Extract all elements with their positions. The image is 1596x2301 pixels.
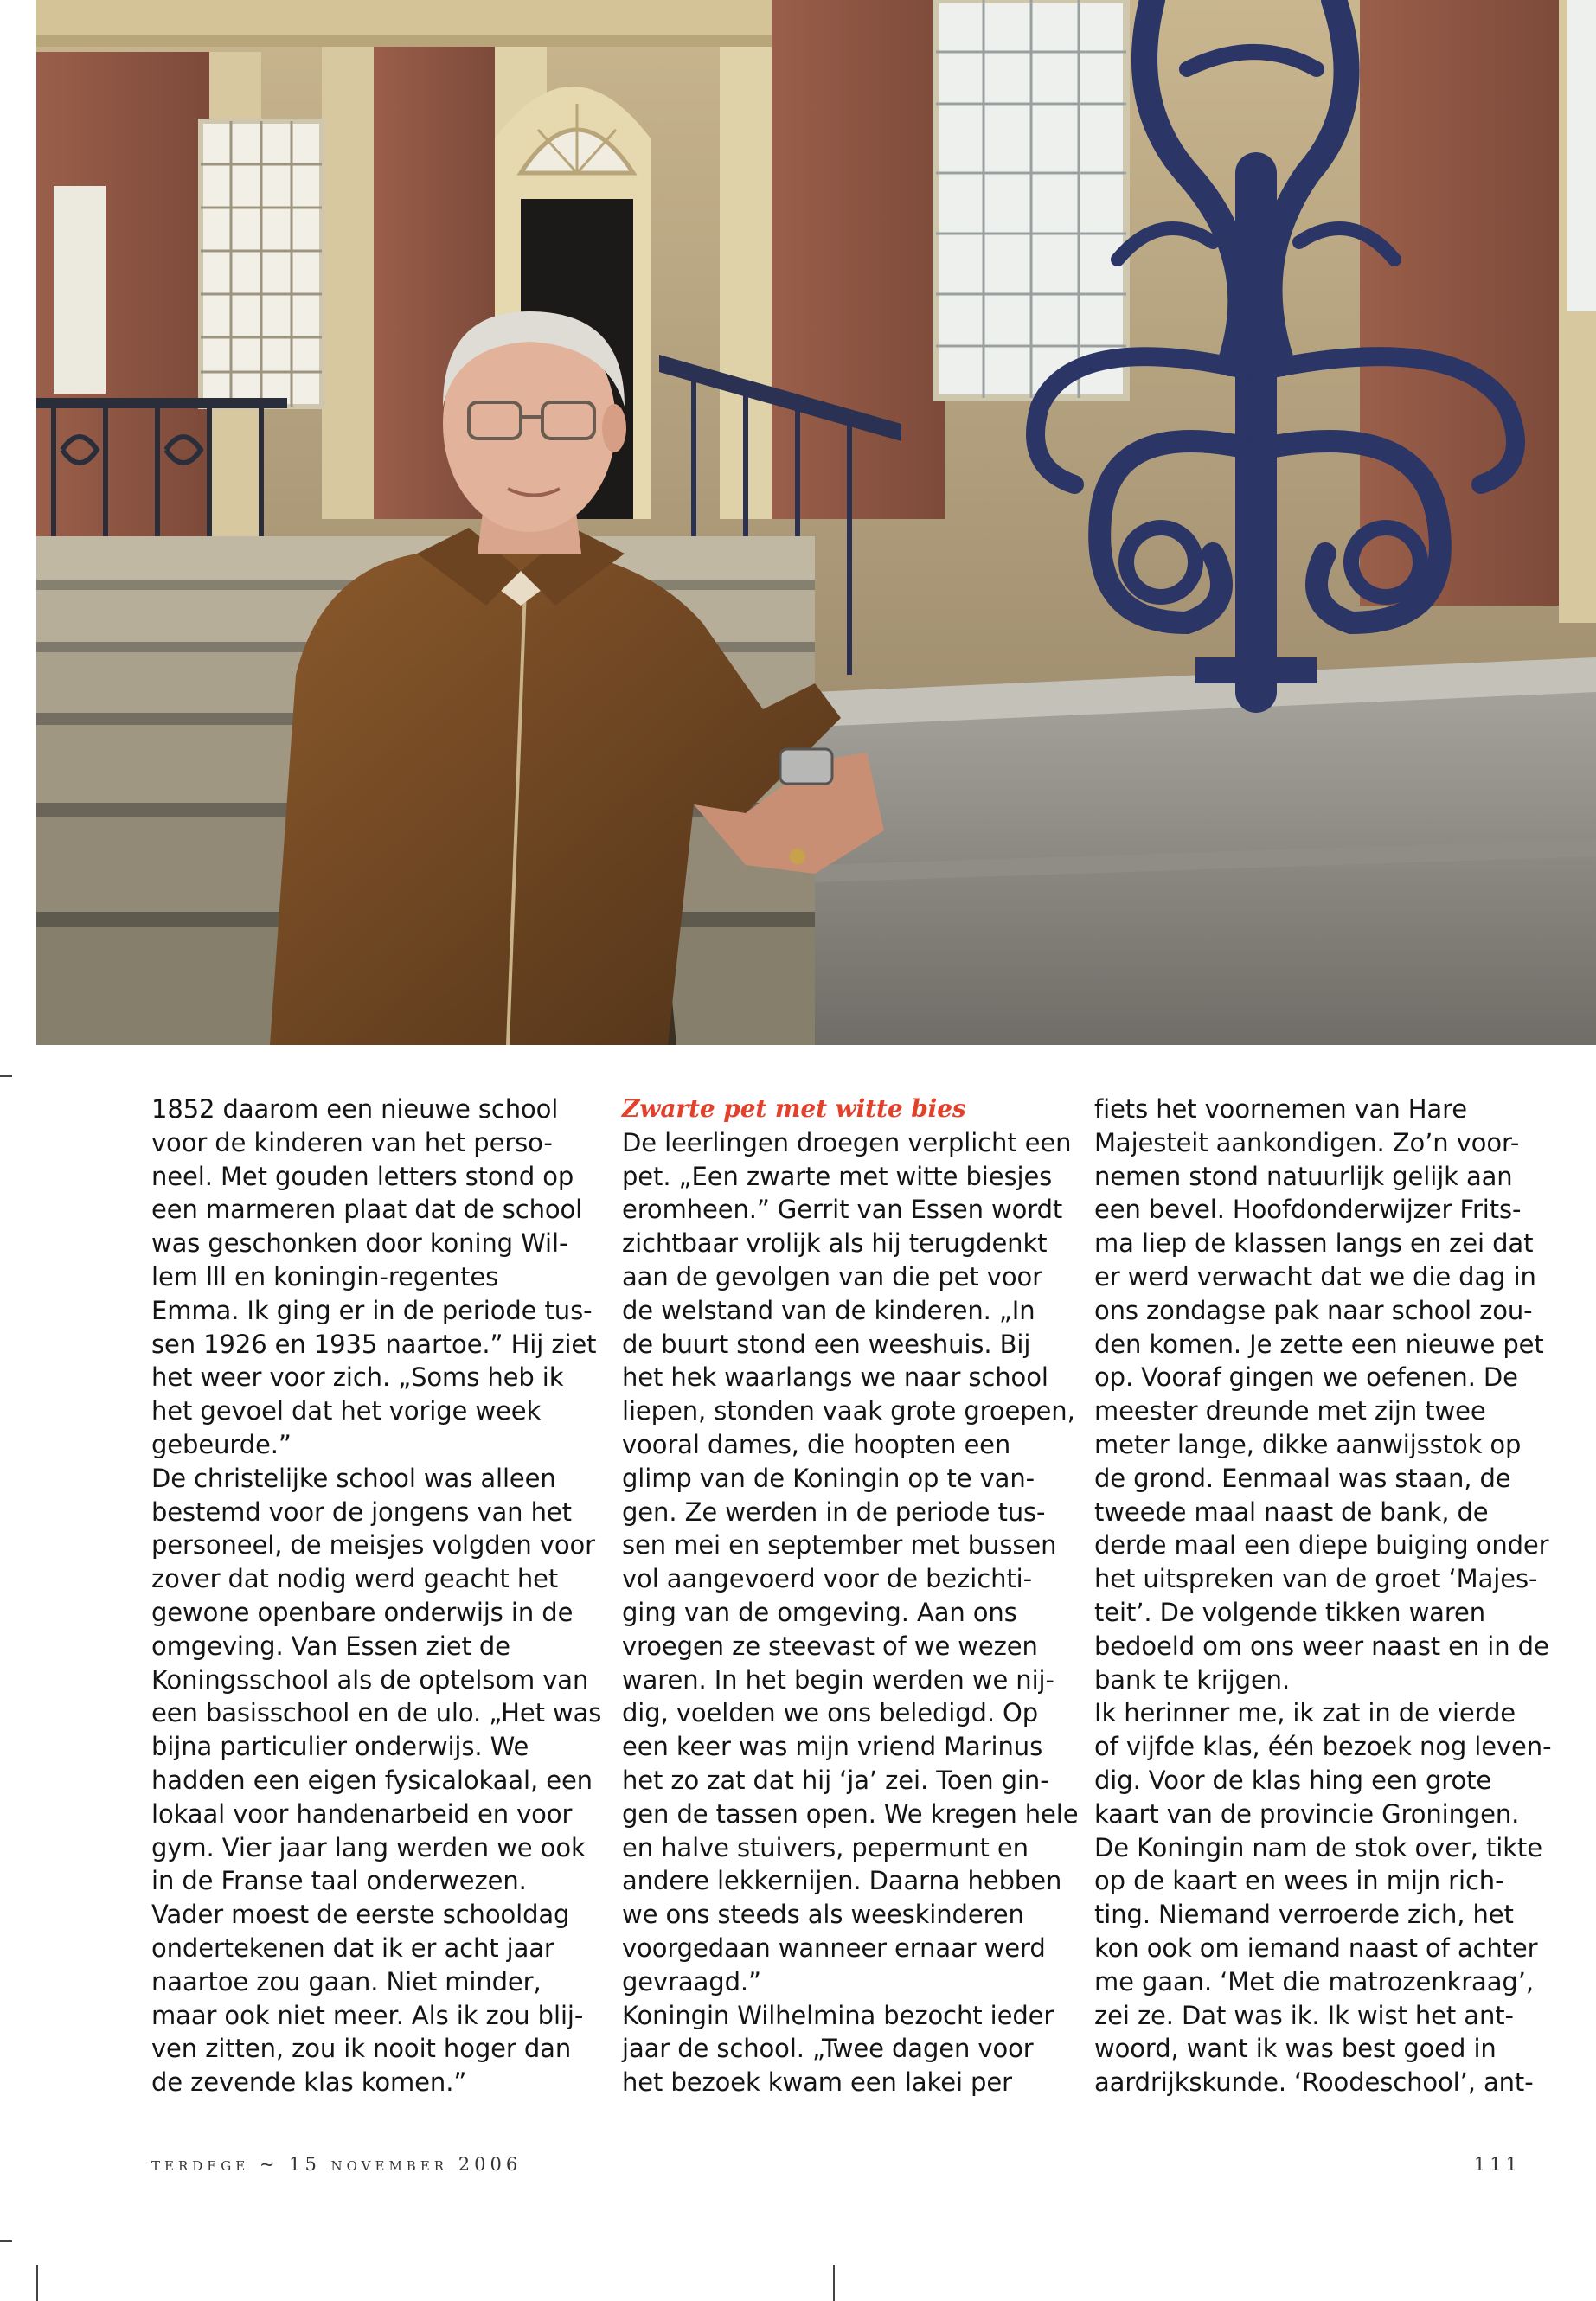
text-line: vol aangevoerd voor de bezichti- (622, 1564, 1032, 1594)
text-line: gewone openbare onderwijs in de (151, 1597, 574, 1627)
text-line: Vader moest de eerste schooldag (151, 1900, 570, 1930)
text-line: De christelijke school was alleen (151, 1463, 556, 1493)
text-line: ons zondagse pak naar school zou- (1094, 1295, 1533, 1325)
text-line: dig. Voor de klas hing een grote (1094, 1765, 1492, 1795)
text-line: er werd verwacht dat we die dag in (1094, 1261, 1536, 1292)
text-line: zichtbaar vrolijk als hij terugdenkt (622, 1228, 1048, 1259)
portrait-photo-icon (36, 0, 1596, 1045)
text-line: dig, voelden we ons beledigd. Op (622, 1698, 1039, 1728)
text-line: aardrijkskunde. ‘Roodeschool’, ant- (1094, 2067, 1534, 2098)
text-line: fiets het voornemen van Hare (1094, 1094, 1468, 1124)
crop-mark-bottom-left (36, 2265, 38, 2301)
text-line: ging van de omgeving. Aan ons (622, 1597, 1017, 1627)
text-line: meter lange, dikke aanwijsstok op (1094, 1429, 1522, 1459)
text-line: me gaan. ‘Met die matrozenkraag’, (1094, 1966, 1534, 1997)
text-line: ven zitten, zou ik nooit hoger dan (151, 2034, 572, 2064)
text-line: een marmeren plaat dat de school (151, 1195, 583, 1225)
text-line: het bezoek kwam een lakei per (622, 2067, 1012, 2098)
text-line: voor de kinderen van het perso- (151, 1127, 553, 1157)
crop-mark-left-upper (0, 1075, 12, 1077)
text-line: lem lll en koningin-regentes (151, 1261, 499, 1292)
text-line: vroegen ze steevast of we wezen (622, 1631, 1038, 1661)
text-line: teit’. De volgende tikken waren (1094, 1597, 1486, 1627)
text-line: gevraagd.” (622, 1966, 761, 1997)
text-line: neel. Met gouden letters stond op (151, 1161, 574, 1191)
text-line: nemen stond natuurlijk gelijk aan (1094, 1161, 1513, 1191)
section-heading: Zwarte pet met witte bies (622, 1094, 966, 1123)
text-line: De Koningin nam de stok over, tikte (1094, 1832, 1542, 1862)
text-line: lokaal voor handenarbeid en voor (151, 1798, 573, 1829)
text-line: bedoeld om ons weer naast en in de (1094, 1631, 1549, 1661)
text-line: de zevende klas komen.” (151, 2067, 467, 2098)
text-line: ting. Niemand verroerde zich, het (1094, 1900, 1514, 1930)
text-line: sen 1926 en 1935 naartoe.” Hij ziet (151, 1329, 597, 1359)
text-line: kaart van de provincie Groningen. (1094, 1798, 1520, 1829)
text-line: waren. In het begin werden we nij- (622, 1664, 1054, 1695)
page-number: 111 (1473, 2154, 1522, 2175)
text-line: glimp van de Koningin op te van- (622, 1463, 1035, 1493)
text-line: bijna particulier onderwijs. We (151, 1732, 529, 1762)
text-line: Koningin Wilhelmina bezocht ieder (622, 2000, 1054, 2030)
article-column-2 (622, 1093, 1079, 2099)
text-line: bank te krijgen. (1094, 1664, 1291, 1695)
text-line: ma liep de klassen langs en zei dat (1094, 1228, 1534, 1259)
article-column-3 (1094, 1093, 1552, 2099)
text-line: sen mei en september met bussen (622, 1530, 1057, 1561)
text-line: Emma. Ik ging er in de periode tus- (151, 1295, 593, 1325)
text-line: pet. „Een zwarte met witte biesjes (622, 1161, 1053, 1191)
text-line: we ons steeds als weeskinderen (622, 1900, 1024, 1930)
text-line: andere lekkernijen. Daarna hebben (622, 1866, 1062, 1896)
text-line: aan de gevolgen van die pet voor (622, 1261, 1042, 1292)
text-line: zei ze. Dat was ik. Ik wist het ant- (1094, 2000, 1514, 2030)
text-line: de welstand van de kinderen. „In (622, 1295, 1035, 1325)
article-column-1 (151, 1093, 602, 2099)
hero-photo (36, 0, 1596, 1045)
text-line: een bevel. Hoofdonderwijzer Frits- (1094, 1195, 1522, 1225)
text-line: een basisschool en de ulo. „Het was (151, 1698, 602, 1728)
text-line: de grond. Eenmaal was staan, de (1094, 1463, 1511, 1493)
text-line: voorgedaan wanneer ernaar werd (622, 1932, 1046, 1963)
text-line: het gevoel dat het vorige week (151, 1396, 542, 1426)
text-line: woord, want ik was best goed in (1094, 2034, 1497, 2064)
text-line: hadden een eigen fysicalokaal, een (151, 1765, 593, 1795)
text-line: ondertekenen dat ik er acht jaar (151, 1932, 554, 1963)
footer-publication-date: terdege ~ 15 november 2006 (151, 2154, 522, 2175)
text-line: eromheen.” Gerrit van Essen wordt (622, 1195, 1063, 1225)
text-line: of vijfde klas, één bezoek nog leven- (1094, 1732, 1552, 1762)
text-line: zover dat nodig werd geacht het (151, 1564, 559, 1594)
text-line: gebeurde.” (151, 1429, 292, 1459)
text-line: het zo zat dat hij ‘ja’ zei. Toen gin- (622, 1765, 1049, 1795)
text-line: personeel, de meisjes volgden voor (151, 1530, 595, 1561)
text-line: het hek waarlangs we naar school (622, 1362, 1048, 1393)
text-line: bestemd voor de jongens van het (151, 1497, 572, 1527)
text-line: op de kaart en wees in mijn rich- (1094, 1866, 1504, 1896)
text-line: Majesteit aankondigen. Zo’n voor- (1094, 1127, 1520, 1157)
text-line: den komen. Je zette een nieuwe pet (1094, 1329, 1544, 1359)
crop-mark-bottom-center (833, 2265, 835, 2301)
crop-mark-left-lower (0, 2240, 12, 2242)
text-line: het uitspreken van de groet ‘Majes- (1094, 1564, 1538, 1594)
text-line: De leerlingen droegen verplicht een (622, 1127, 1072, 1157)
text-line: in de Franse taal onderwezen. (151, 1866, 527, 1896)
text-line: gen de tassen open. We kregen hele (622, 1798, 1079, 1829)
text-line: maar ook niet meer. Als ik zou blij- (151, 2000, 584, 2030)
text-line: een keer was mijn vriend Marinus (622, 1732, 1043, 1762)
text-line: Koningsschool als de optelsom van (151, 1664, 589, 1695)
text-line: op. Vooraf gingen we oefenen. De (1094, 1362, 1518, 1393)
text-line: Ik herinner me, ik zat in de vierde (1094, 1698, 1516, 1728)
text-line: kon ook om iemand naast of achter (1094, 1932, 1538, 1963)
text-line: jaar de school. „Twee dagen voor (622, 2034, 1034, 2064)
text-line: 1852 daarom een nieuwe school (151, 1094, 559, 1124)
text-line: liepen, stonden vaak grote groepen, (622, 1396, 1075, 1426)
text-line: meester dreunde met zijn twee (1094, 1396, 1486, 1426)
text-line: omgeving. Van Essen ziet de (151, 1631, 510, 1661)
text-line: derde maal een diepe buiging onder (1094, 1530, 1549, 1561)
text-line: de buurt stond een weeshuis. Bij (622, 1329, 1031, 1359)
text-line: naartoe zou gaan. Niet minder, (151, 1966, 542, 1997)
text-line: gym. Vier jaar lang werden we ook (151, 1832, 586, 1862)
text-line: het weer voor zich. „Soms heb ik (151, 1362, 564, 1393)
text-line: vooral dames, die hoopten een (622, 1429, 1011, 1459)
text-line: tweede maal naast de bank, de (1094, 1497, 1489, 1527)
text-line: was geschonken door koning Wil- (151, 1228, 568, 1259)
text-line: en halve stuivers, pepermunt en (622, 1832, 1029, 1862)
text-line: gen. Ze werden in de periode tus- (622, 1497, 1046, 1527)
